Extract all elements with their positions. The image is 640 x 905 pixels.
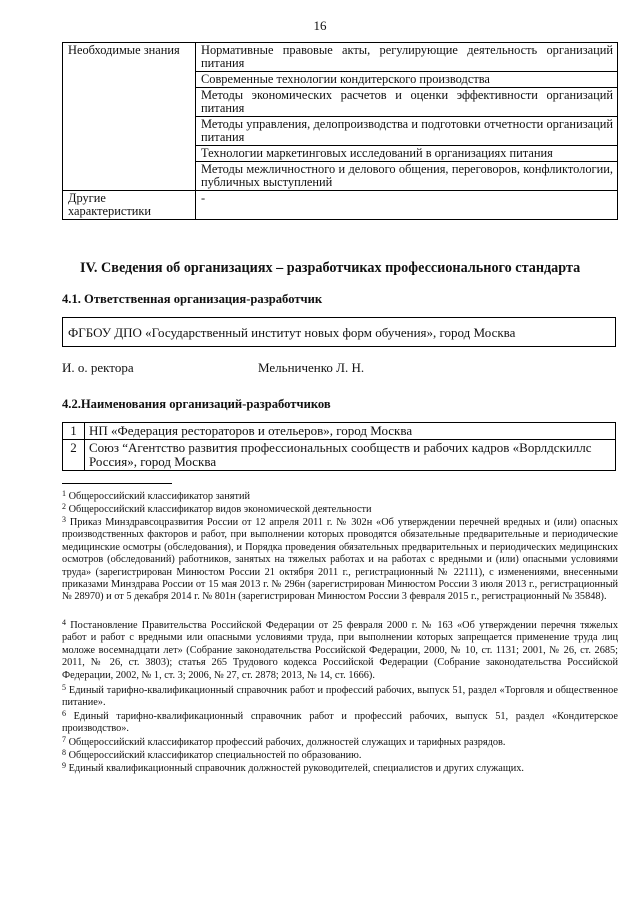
footnote-text: Единый квалификационный справочник должностей руководителей, специалистов и других служащих.: [68, 763, 524, 774]
table-row: [63, 43, 618, 72]
knowledge-item: Нормативные правовые акты, регулирующие деятельность организаций питания: [196, 43, 618, 72]
footnote: [62, 504, 618, 516]
table-row: [63, 191, 618, 220]
footnote-mark: 3: [62, 515, 66, 524]
developer-number: 2: [63, 440, 85, 471]
footnote-text: Общероссийский классификатор видов экономической деятельности: [68, 504, 372, 515]
footnote: [62, 685, 618, 710]
footnote-mark: 2: [62, 502, 66, 511]
footnote-mark: 9: [62, 761, 66, 770]
footnote: [62, 620, 618, 682]
footnote-text: Общероссийский классификатор занятий: [68, 491, 250, 502]
footnote-text: Постановление Правительства Российской Федерации от 25 февраля 2000 г. № 163 «Об утверждении перечня тяжелых работ и работ с вредными или опасными условиями труда, при выполнении которых запрещается применение труда лиц моложе восемнадцати лет» (Собрание законодательства Российской Федерации, 2000, № 10, ст. 1131; 2001, № 26, ст. 2685; 2011, № 26, ст. 3803); статья 265 Трудового кодекса Российской Федерации (Собрание законодательства Российской Федерации, 2002, № 1, ст. 3; 2006, № 27, ст. 2878; 2013, № 14, ст. 1666).: [62, 620, 618, 681]
developer-name: Союз “Агентство развития профессиональных сообществ и рабочих кадров «Ворлдскиллс Россия», город Москва: [85, 440, 616, 471]
developer-name: НП «Федерация рестораторов и отельеров», город Москва: [85, 423, 616, 440]
footnote-text: Общероссийский классификатор профессий рабочих, должностей служащих и тарифных разрядов.: [68, 737, 506, 748]
other-label: Другие характеристики: [63, 191, 196, 220]
footnote-mark: 8: [62, 748, 66, 757]
section-title: IV. Сведения об организациях – разработчиках профессионального стандарта: [80, 260, 581, 276]
footnote: [62, 491, 618, 503]
knowledge-label: Необходимые знания: [63, 43, 196, 191]
knowledge-item: Методы межличностного и делового общения, переговоров, конфликтологии, публичных выступлений: [196, 162, 618, 191]
footnote: [62, 517, 618, 604]
developer-number: 1: [63, 423, 85, 440]
footnote-divider: [62, 483, 172, 484]
table-row: [63, 423, 616, 440]
knowledge-item: Методы экономических расчетов и оценки эффективности организаций питания: [196, 88, 618, 117]
knowledge-item: Технологии маркетинговых исследований в организациях питания: [196, 146, 618, 162]
footnote-mark: 5: [62, 683, 66, 692]
signer-name: Мельниченко Л. Н.: [258, 360, 365, 375]
table-row: [63, 440, 616, 471]
footnote: [62, 763, 618, 775]
footnote-mark: 7: [62, 735, 66, 744]
page-number: 16: [313, 18, 327, 33]
footnote-mark: 4: [62, 618, 66, 627]
footnote: [62, 711, 618, 736]
footnote-text: Единый тарифно-квалификационный справочник работ и профессий рабочих, выпуск 51, раздел «Торговля и общественное питание».: [62, 685, 618, 709]
responsible-heading: 4.1. Ответственная организация-разработчик: [62, 292, 323, 306]
footnote-text: Приказ Минздравсоцразвития России от 12 апреля 2011 г. № 302н «Об утверждении перечней вредных и (или) опасных производственных факторов и работ, при выполнении которых проводятся обязательные предварительные и периодические медицинские осмотры (обследования), и Порядка проведения обязательных предварительных и периодических медицинских осмотров (обследований) работников, занятых на тяжелых работах и на работах с вредными и (или) опасными условиями труда» (зарегистрирован Минюстом России 21 октября 2011 г., регистрационный № 22111), с изменениями, внесенными приказами Минздрава России от 15 мая 2013 г. № 296н (зарегистрирован Минюстом России 3 июля 2013 г., регистрационный № 28970) и от 5 декабря 2014 г. № 801н (зарегистрирован Минюстом России 3 февраля 2015 г., регистрационный № 35848).: [62, 517, 618, 603]
footnote-mark: 6: [62, 709, 66, 718]
footnote-mark: 1: [62, 489, 66, 498]
knowledge-item: Современные технологии кондитерского производства: [196, 72, 618, 88]
knowledge-item: Методы управления, делопроизводства и подготовки отчетности организаций питания: [196, 117, 618, 146]
footnote: [62, 750, 618, 762]
developers-table: [62, 422, 616, 471]
responsible-org: ФГБОУ ДПО «Государственный институт новых форм обучения», город Москва: [68, 325, 516, 340]
skills-table: [62, 42, 618, 220]
signer-position: И. о. ректора: [62, 360, 134, 375]
developers-heading: 4.2.Наименования организаций-разработчиков: [62, 397, 331, 411]
footnote-text: Общероссийский классификатор специальностей по образованию.: [68, 750, 362, 761]
responsible-org-box: [62, 317, 616, 347]
other-value: -: [196, 191, 618, 220]
footnote: [62, 737, 618, 749]
footnote-text: Единый тарифно-квалификационный справочник работ и профессий рабочих, выпуск 51, раздел «Кондитерское производство».: [62, 711, 619, 735]
